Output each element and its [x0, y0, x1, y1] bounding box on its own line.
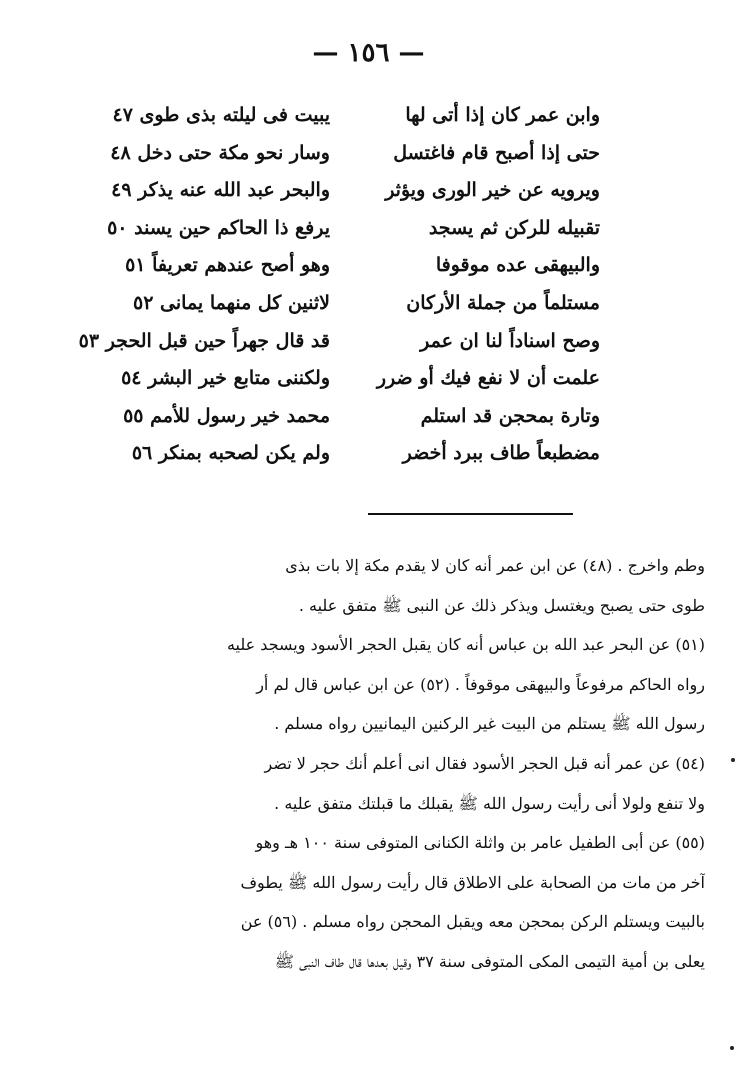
verse-second-hemistich: قد قال جهراً حين قبل الحجر ٥٣ [78, 329, 330, 352]
verse-line [60, 104, 600, 142]
verse-first-hemistich: حتى إذا أصبح قام فاغتسل [393, 141, 600, 164]
verse-first-hemistich: علمت أن لا نفع فيك أو ضرر [376, 367, 600, 390]
verse-second-hemistich: وسار نحو مكة حتى دخل ٤٨ [110, 141, 330, 164]
verse-second-hemistich: يرفع ذا الحاكم حين يسند ٥٠ [107, 216, 330, 239]
footnote-line: آخر من مات من الصحابة على الاطلاق قال رأيت رسول الله ﷺ يطوف [240, 872, 705, 892]
footnote-line: بالبيت ويستلم الركن بمحجن معه ويقبل المحجن رواه مسلم . (٥٦) عن [240, 912, 705, 932]
verse-line [60, 330, 600, 368]
verse-line [60, 292, 600, 330]
verse-first-hemistich: مضطبعاً طاف ببرد أخضر [402, 442, 600, 465]
verse-first-hemistich: والبيهقى عده موقوفا [435, 254, 600, 277]
verse-first-hemistich: وصح اسناداً لنا ان عمر [420, 329, 600, 352]
verse-line [60, 217, 600, 255]
verse-first-hemistich: مستلماً من جملة الأركان [406, 291, 600, 314]
verse-second-hemistich: لاثنين كل منهما يمانى ٥٢ [133, 291, 330, 314]
verse-first-hemistich: تقبيله للركن ثم يسجد [428, 216, 600, 239]
verse-line [60, 367, 600, 405]
footnote-divider [368, 513, 573, 515]
verse-second-hemistich: ولم يكن لصحبه بمنكر ٥٦ [131, 442, 330, 465]
verse-line [60, 142, 600, 180]
verse-second-hemistich: محمد خير رسول للأمم ٥٥ [123, 404, 330, 427]
verse-second-hemistich: والبحر عبد الله عنه يذكر ٤٩ [111, 179, 330, 202]
footnote-line: طوى حتى يصبح ويغتسل ويذكر ذلك عن النبى ﷺ متفق عليه . [298, 595, 705, 615]
print-speck [730, 1046, 734, 1050]
verse-line [60, 405, 600, 443]
footnote-line: يعلى بن أمية التيمى المكى المتوفى سنة ٣٧ وقيل بعدها قال طاف النبى ﷺ [274, 951, 705, 971]
verse-line [60, 254, 600, 292]
footnote-line: ولا تنفع ولولا أنى رأيت رسول الله ﷺ يقبلك ما قبلتك متفق عليه . [274, 793, 705, 813]
verse-line [60, 179, 600, 217]
page-number: — ١٥٦ — [312, 38, 425, 68]
verse-second-hemistich: وهو أصح عندهم تعريفاً ٥١ [125, 254, 330, 277]
footnote-line: (٥٤) عن عمر أنه قبل الحجر الأسود فقال انى أعلم أنك حجر لا تضر [264, 753, 705, 773]
verse-first-hemistich: ويرويه عن خير الورى ويؤثر [385, 179, 600, 202]
verse-first-hemistich: وتارة بمحجن قد استلم [420, 404, 600, 427]
footnote-line: وطم واخرج . (٤٨) عن ابن عمر أنه كان لا يقدم مكة إلا بات بذى [285, 556, 705, 575]
verse-second-hemistich: ولكننى متابع خير البشر ٥٤ [121, 367, 330, 390]
print-speck [731, 758, 735, 762]
footnote-line: (٥١) عن البحر عبد الله بن عباس أنه كان يقبل الحجر الأسود ويسجد عليه [226, 635, 705, 655]
verse-second-hemistich: يبيت فى ليلته بذى طوى ٤٧ [112, 104, 330, 126]
footnotes [50, 546, 705, 982]
poem-verses [60, 104, 600, 480]
footnote-line: رواه الحاكم مرفوعاً والبيهقى موقوفاً . (٥٢) عن ابن عباس قال لم أر [256, 674, 705, 694]
verse-first-hemistich: وابن عمر كان إذا أتى لها [405, 104, 600, 126]
verse-line [60, 442, 600, 480]
footnote-line: (٥٥) عن أبى الطفيل عامر بن واثلة الكنانى المتوفى سنة ١٠٠ هـ وهو [255, 833, 705, 853]
footnote-line: رسول الله ﷺ يستلم من البيت غير الركنين اليمانيين رواه مسلم . [274, 714, 705, 734]
